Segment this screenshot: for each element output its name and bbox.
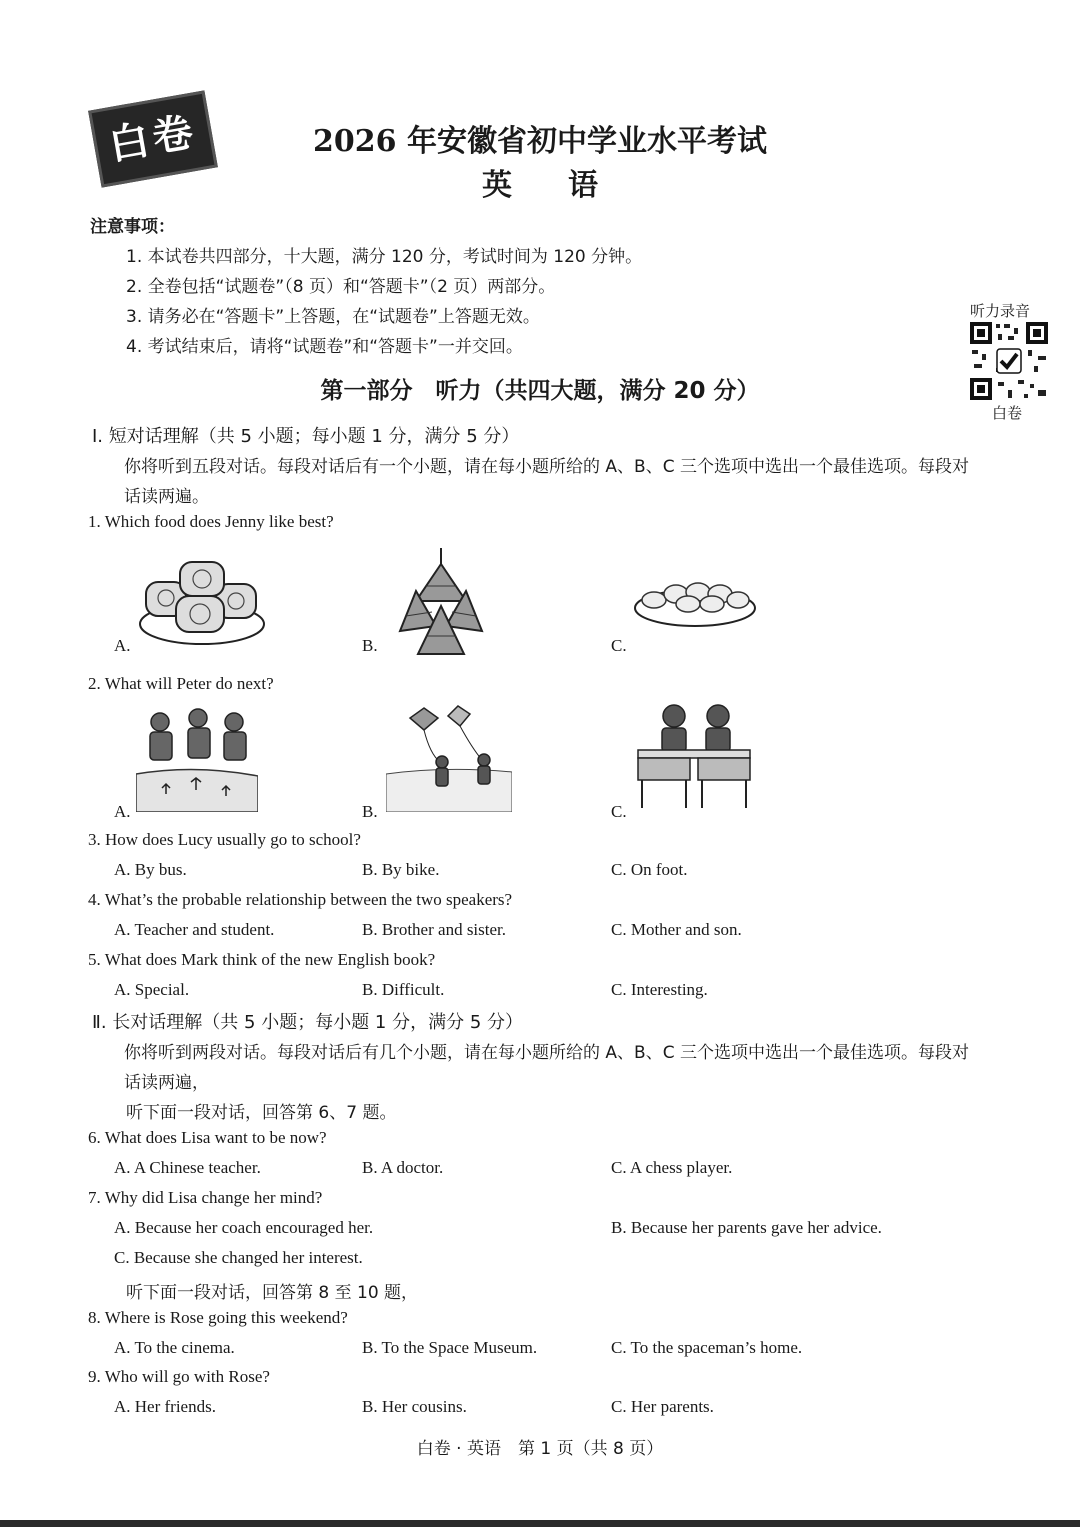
q5-option-a[interactable]: A. Special. bbox=[114, 980, 190, 999]
q1-option-b[interactable]: B. bbox=[362, 636, 378, 655]
q9-option-c[interactable]: C. Her parents. bbox=[611, 1397, 714, 1416]
page-footer: 白卷 · 英语 第 1 页（共 8 页） bbox=[416, 1439, 664, 1459]
mooncakes-picture bbox=[136, 552, 268, 648]
q8-option-a[interactable]: A. To the cinema. bbox=[114, 1338, 235, 1357]
question-5: 5. What does Mark think of the new English book? bbox=[88, 950, 436, 969]
qr-top-label: 听力录音 bbox=[970, 302, 1031, 320]
question-7: 7. Why did Lisa change her mind? bbox=[88, 1188, 323, 1207]
flying-kite-picture bbox=[386, 704, 512, 812]
section2-instructions-cont: 话读两遍， bbox=[124, 1073, 209, 1093]
q8-option-c[interactable]: C. To the spaceman’s home. bbox=[611, 1338, 803, 1357]
dialogue-1-intro: 听下面一段对话，回答第 6、7 题。 bbox=[126, 1103, 397, 1123]
section2-instructions: 你将听到两段对话。每段对话后有几个小题，请在每小题所给的 A、B、C 三个选项中选出一个最佳选项。每段对 bbox=[124, 1043, 969, 1063]
q4-option-b[interactable]: B. Brother and sister. bbox=[362, 920, 507, 939]
part1-title: 第一部分 听力（共四大题，满分 20 分） bbox=[320, 378, 760, 404]
note-item: 4. 考试结束后，请将“试题卷”和“答题卡”一并交回。 bbox=[126, 337, 523, 357]
section2-heading: Ⅱ. 长对话理解（共 5 小题；每小题 1 分，满分 5 分） bbox=[92, 1012, 523, 1033]
q1-option-a[interactable]: A. bbox=[114, 636, 131, 655]
q8-option-b[interactable]: B. To the Space Museum. bbox=[362, 1338, 538, 1357]
zongzi-picture bbox=[396, 546, 486, 658]
studying-at-desk-picture bbox=[634, 700, 754, 812]
q3-option-c[interactable]: C. On foot. bbox=[611, 860, 688, 879]
question-4: 4. What’s the probable relationship between the two speakers? bbox=[88, 890, 513, 909]
q9-option-a[interactable]: A. Her friends. bbox=[114, 1397, 216, 1416]
q5-option-c[interactable]: C. Interesting. bbox=[611, 980, 708, 999]
question-9: 9. Who will go with Rose? bbox=[88, 1367, 270, 1386]
question-2: 2. What will Peter do next? bbox=[88, 674, 274, 693]
question-6: 6. What does Lisa want to be now? bbox=[88, 1128, 327, 1147]
planting-trees-picture bbox=[136, 704, 258, 812]
qr-bottom-label: 白卷 bbox=[992, 404, 1023, 422]
q2-option-b[interactable]: B. bbox=[362, 802, 378, 821]
question-8: 8. Where is Rose going this weekend? bbox=[88, 1308, 348, 1327]
note-item: 3. 请务必在“答题卡”上答题，在“试题卷”上答题无效。 bbox=[126, 307, 540, 327]
q2-option-a[interactable]: A. bbox=[114, 802, 131, 821]
note-item: 1. 本试卷共四部分，十大题，满分 120 分，考试时间为 120 分钟。 bbox=[126, 247, 643, 267]
q6-option-b[interactable]: B. A doctor. bbox=[362, 1158, 444, 1177]
notes-heading: 注意事项： bbox=[90, 217, 175, 237]
section1-heading: Ⅰ. 短对话理解（共 5 小题；每小题 1 分，满分 5 分） bbox=[92, 426, 520, 447]
q3-option-a[interactable]: A. By bus. bbox=[114, 860, 187, 879]
q4-option-c[interactable]: C. Mother and son. bbox=[611, 920, 742, 939]
q1-option-c[interactable]: C. bbox=[611, 636, 627, 655]
scan-edge bbox=[0, 1520, 1080, 1527]
paper-badge: 白卷 bbox=[88, 90, 218, 187]
q7-option-b[interactable]: B. Because her parents gave her advice. bbox=[611, 1218, 882, 1237]
q5-option-b[interactable]: B. Difficult. bbox=[362, 980, 445, 999]
q2-option-c[interactable]: C. bbox=[611, 802, 627, 821]
q3-option-b[interactable]: B. By bike. bbox=[362, 860, 440, 879]
dialogue-2-intro: 听下面一段对话，回答第 8 至 10 题， bbox=[126, 1283, 419, 1303]
subject-title: 英语 bbox=[482, 168, 654, 203]
q6-option-a[interactable]: A. A Chinese teacher. bbox=[114, 1158, 261, 1177]
section1-instructions-cont: 话读两遍。 bbox=[124, 487, 209, 507]
exam-title: 2026 年安徽省初中学业水平考试 bbox=[313, 124, 767, 159]
question-1: 1. Which food does Jenny like best? bbox=[88, 512, 334, 531]
dumplings-picture bbox=[632, 570, 758, 632]
section1-instructions: 你将听到五段对话。每段对话后有一个小题，请在每小题所给的 A、B、C 三个选项中选出一个最佳选项。每段对 bbox=[124, 457, 969, 477]
q4-option-a[interactable]: A. Teacher and student. bbox=[114, 920, 275, 939]
q7-option-a[interactable]: A. Because her coach encouraged her. bbox=[114, 1218, 374, 1237]
q7-option-c[interactable]: C. Because she changed her interest. bbox=[114, 1248, 363, 1267]
question-3: 3. How does Lucy usually go to school? bbox=[88, 830, 361, 849]
q9-option-b[interactable]: B. Her cousins. bbox=[362, 1397, 467, 1416]
note-item: 2. 全卷包括“试题卷”（8 页）和“答题卡”（2 页）两部分。 bbox=[126, 277, 556, 297]
q6-option-c[interactable]: C. A chess player. bbox=[611, 1158, 733, 1177]
